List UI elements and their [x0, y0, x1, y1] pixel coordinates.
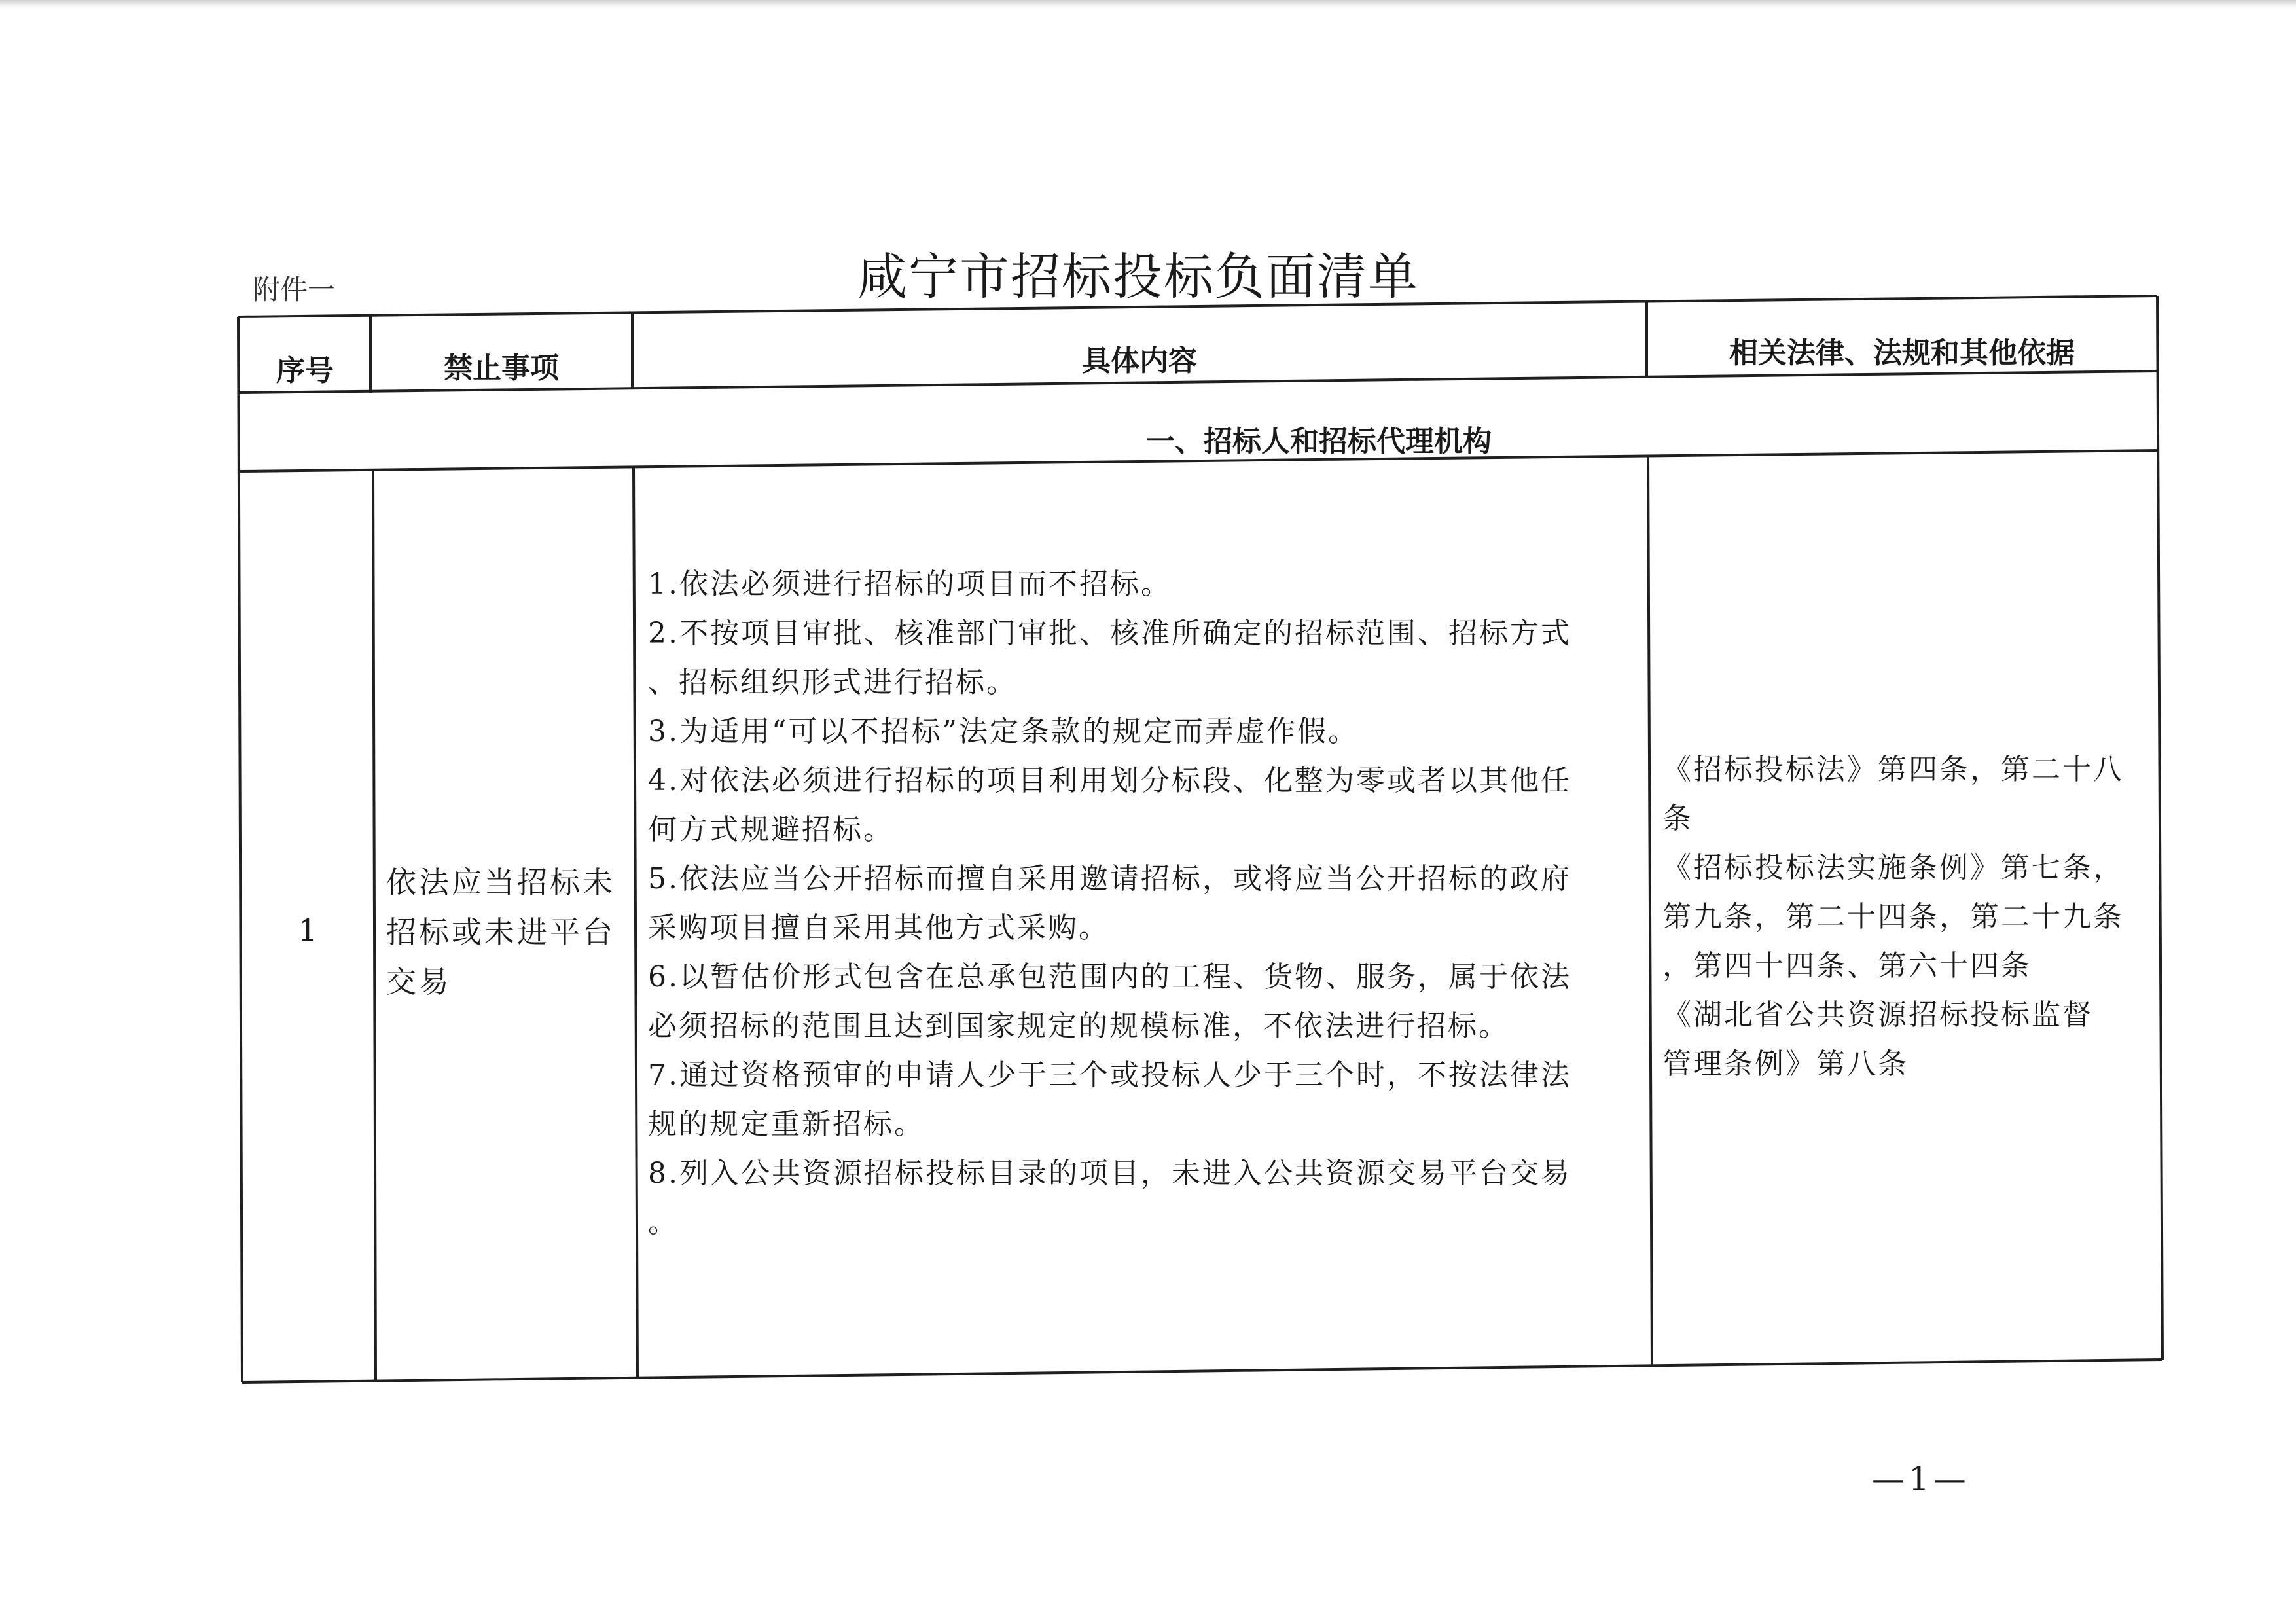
- content-line: 6.以暂估价形式包含在总承包范围内的工程、货物、服务，属于依法: [648, 960, 1571, 994]
- basis-line: 管理条例》第八条: [1662, 1047, 1909, 1081]
- basis-line: 条: [1662, 802, 1693, 835]
- basis-line: 第九条，第二十四条，第二十九条: [1662, 900, 2124, 933]
- page-number: —1—: [1872, 1460, 1970, 1498]
- content-line: 7.通过资格预审的申请人少于三个或投标人少于三个时，不按法律法: [648, 1058, 1571, 1092]
- table-left-border: [238, 317, 242, 1382]
- content-line: 规的规定重新招标。: [648, 1108, 925, 1141]
- basis-line: 《招标投标法实施条例》第七条，: [1662, 851, 2124, 884]
- body-col-divider-3: [1648, 456, 1652, 1366]
- row-content-list: [648, 560, 1636, 1247]
- content-line: 采购项目擅自采用其他方式采购。: [648, 911, 1109, 945]
- content-line: 5.依法应当公开招标而擅自采用邀请招标，或将应当公开招标的政府: [648, 862, 1571, 895]
- content-line: 3.为适用“可以不招标”法定条款的规定而弄虚作假。: [648, 715, 1359, 748]
- body-col-divider-1: [373, 470, 376, 1380]
- attachment-label: 附件一: [253, 274, 336, 306]
- content-line: 必须招标的范围且达到国家规定的规模标准，不依法进行招标。: [648, 1009, 1509, 1043]
- row-basis-list: [1662, 745, 2153, 1089]
- header-basis: 相关法律、法规和其他依据: [1729, 336, 2075, 370]
- page-title: 咸宁市招标投标负面清单: [857, 247, 1419, 306]
- basis-line: 《招标投标法》第四条，第二十八: [1662, 753, 2124, 786]
- content-line: 1.依法必须进行招标的项目而不招标。: [648, 568, 1172, 601]
- content-line: 何方式规避招标。: [648, 813, 894, 846]
- content-line: 4.对依法必须进行招标的项目利用划分标段、化整为零或者以其他任: [648, 764, 1571, 797]
- basis-line: 《湖北省公共资源招标投标监督: [1662, 998, 2093, 1032]
- table-top-border: [238, 296, 2157, 317]
- row-prohibited-item: [386, 857, 635, 1007]
- content-line: 2.不按项目审批、核准部门审批、核准所确定的招标范围、招标方式: [648, 617, 1571, 650]
- prohibited-line: 招标或未进平台: [386, 914, 615, 950]
- header-content: 具体内容: [1082, 344, 1197, 378]
- table-bottom-border: [242, 1360, 2162, 1382]
- prohibited-line: 依法应当招标未: [386, 865, 615, 900]
- prohibited-line: 交易: [386, 964, 452, 1000]
- header-seq: 序号: [276, 354, 334, 388]
- content-line: 8.列入公共资源招标投标目录的项目，未进入公共资源交易平台交易: [648, 1157, 1571, 1190]
- row-seq: 1: [298, 912, 317, 948]
- basis-line: ，第四十四条、第六十四条: [1662, 949, 2032, 983]
- section-title: 一、招标人和招标代理机构: [1146, 425, 1492, 458]
- content-line: 、招标组织形式进行招标。: [648, 666, 1017, 699]
- content-line: 。: [648, 1206, 679, 1239]
- header-prohibited: 禁止事项: [444, 352, 559, 385]
